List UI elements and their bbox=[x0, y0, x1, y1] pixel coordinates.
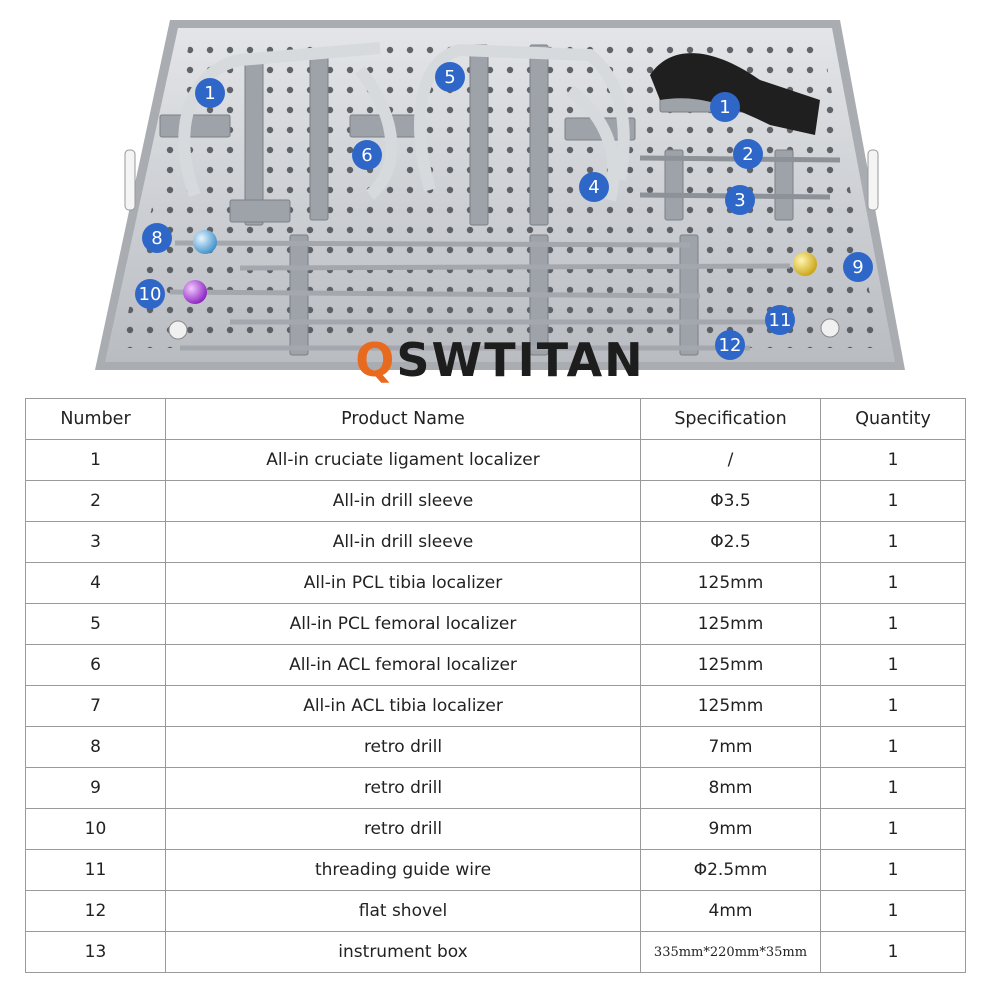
cell-number: 7 bbox=[26, 686, 166, 727]
cell-specification: 125mm bbox=[641, 645, 821, 686]
cell-number: 3 bbox=[26, 522, 166, 563]
cell-number: 11 bbox=[26, 850, 166, 891]
cell-specification: 335mm*220mm*35mm bbox=[641, 932, 821, 973]
cell-number: 5 bbox=[26, 604, 166, 645]
table-row bbox=[26, 522, 966, 563]
marker bbox=[435, 62, 465, 92]
marker-label: 6 bbox=[361, 145, 373, 166]
marker bbox=[843, 252, 873, 282]
marker-label: 2 bbox=[742, 144, 754, 165]
cell-quantity: 1 bbox=[821, 522, 966, 563]
cell-product-name: retro drill bbox=[166, 809, 641, 850]
marker-label: 1 bbox=[204, 83, 216, 104]
cell-quantity: 1 bbox=[821, 891, 966, 932]
cell-quantity: 1 bbox=[821, 563, 966, 604]
marker bbox=[142, 223, 172, 253]
cell-number: 8 bbox=[26, 727, 166, 768]
cell-specification: Φ2.5 bbox=[641, 522, 821, 563]
retro-drill-handle-blue bbox=[193, 230, 217, 254]
marker bbox=[725, 185, 755, 215]
marker-label: 3 bbox=[734, 190, 746, 211]
cell-specification: Φ3.5 bbox=[641, 481, 821, 522]
retro-drill-handle-gold bbox=[793, 252, 817, 276]
header-number: Number bbox=[26, 399, 166, 440]
marker-label: 5 bbox=[444, 67, 456, 88]
marker bbox=[579, 172, 609, 202]
cell-quantity: 1 bbox=[821, 768, 966, 809]
table-row bbox=[26, 850, 966, 891]
cell-specification: Φ2.5mm bbox=[641, 850, 821, 891]
cell-quantity: 1 bbox=[821, 645, 966, 686]
table-row bbox=[26, 440, 966, 481]
cell-specification: 125mm bbox=[641, 686, 821, 727]
cell-number: 2 bbox=[26, 481, 166, 522]
table-row bbox=[26, 686, 966, 727]
cell-quantity: 1 bbox=[821, 440, 966, 481]
cell-quantity: 1 bbox=[821, 481, 966, 522]
cell-product-name: All-in PCL tibia localizer bbox=[166, 563, 641, 604]
cell-specification: 4mm bbox=[641, 891, 821, 932]
cell-quantity: 1 bbox=[821, 809, 966, 850]
cell-quantity: 1 bbox=[821, 727, 966, 768]
cell-specification: 8mm bbox=[641, 768, 821, 809]
cell-quantity: 1 bbox=[821, 686, 966, 727]
cell-specification: / bbox=[641, 440, 821, 481]
marker-label: 10 bbox=[138, 284, 162, 305]
cell-number: 6 bbox=[26, 645, 166, 686]
marker bbox=[195, 78, 225, 108]
cell-number: 1 bbox=[26, 440, 166, 481]
table-row bbox=[26, 645, 966, 686]
cell-specification: 125mm bbox=[641, 563, 821, 604]
cell-product-name: All-in PCL femoral localizer bbox=[166, 604, 641, 645]
cell-product-name: flat shovel bbox=[166, 891, 641, 932]
marker bbox=[135, 279, 165, 309]
cell-specification: 9mm bbox=[641, 809, 821, 850]
table-row bbox=[26, 768, 966, 809]
table-row bbox=[26, 727, 966, 768]
cell-specification: 125mm bbox=[641, 604, 821, 645]
marker bbox=[352, 140, 382, 170]
table-row bbox=[26, 563, 966, 604]
marker-label: 11 bbox=[768, 310, 792, 331]
cell-number: 12 bbox=[26, 891, 166, 932]
cell-product-name: All-in ACL tibia localizer bbox=[166, 686, 641, 727]
cell-quantity: 1 bbox=[821, 932, 966, 973]
table-row bbox=[26, 932, 966, 973]
cell-product-name: instrument box bbox=[166, 932, 641, 973]
table-row bbox=[26, 891, 966, 932]
marker-label: 9 bbox=[852, 257, 864, 278]
cell-product-name: All-in drill sleeve bbox=[166, 522, 641, 563]
cell-quantity: 1 bbox=[821, 850, 966, 891]
cell-number: 9 bbox=[26, 768, 166, 809]
cell-quantity: 1 bbox=[821, 604, 966, 645]
cell-product-name: threading guide wire bbox=[166, 850, 641, 891]
marker bbox=[710, 92, 740, 122]
brand-logo bbox=[0, 330, 1000, 390]
brand-prefix: Q bbox=[355, 333, 397, 387]
marker-label: 4 bbox=[588, 177, 600, 198]
cell-number: 10 bbox=[26, 809, 166, 850]
cell-product-name: All-in cruciate ligament localizer bbox=[166, 440, 641, 481]
brand-rest: SWTITAN bbox=[396, 333, 645, 387]
marker-label: 1 bbox=[719, 97, 731, 118]
table-header-row bbox=[26, 399, 966, 440]
table-row bbox=[26, 809, 966, 850]
cell-product-name: All-in drill sleeve bbox=[166, 481, 641, 522]
cell-number: 4 bbox=[26, 563, 166, 604]
header-specification: Specification bbox=[641, 399, 821, 440]
cell-product-name: All-in ACL femoral localizer bbox=[166, 645, 641, 686]
product-spec-table bbox=[25, 398, 966, 973]
cell-product-name: retro drill bbox=[166, 768, 641, 809]
marker-label: 12 bbox=[718, 335, 742, 356]
marker bbox=[733, 139, 763, 169]
cell-specification: 7mm bbox=[641, 727, 821, 768]
header-product-name: Product Name bbox=[166, 399, 641, 440]
table-row bbox=[26, 481, 966, 522]
header-quantity: Quantity bbox=[821, 399, 966, 440]
retro-drill-handle-purple bbox=[183, 280, 207, 304]
cell-product-name: retro drill bbox=[166, 727, 641, 768]
table-row bbox=[26, 604, 966, 645]
cell-number: 13 bbox=[26, 932, 166, 973]
marker-label: 8 bbox=[151, 228, 163, 249]
